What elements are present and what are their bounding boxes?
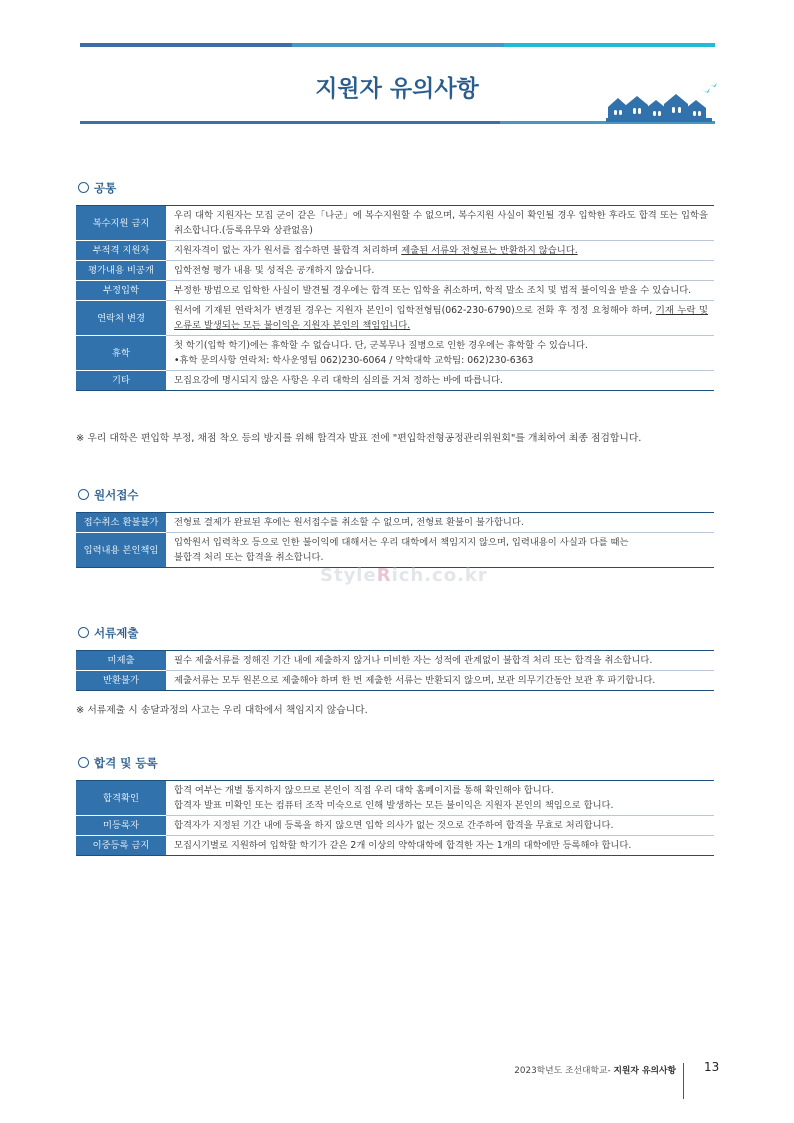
row-text	[166, 281, 714, 301]
row-label: 부적격 지원자	[76, 241, 166, 261]
row-text	[166, 206, 714, 241]
row-text	[166, 651, 714, 671]
footer-text: 2023학년도 조선대학교- 지원자 유의사항	[514, 1066, 676, 1076]
page-number: 13	[704, 1060, 720, 1074]
table-row	[76, 533, 714, 568]
row-text-part: 입학전형 평가 내용 및 성적은 공개하지 않습니다.	[174, 265, 375, 276]
documents-note: ※ 서류제출 시 송달과정의 사고는 우리 대학에서 책임지지 않습니다.	[76, 705, 368, 716]
row-label: 미등록자	[76, 816, 166, 836]
row-label: 미제출	[76, 651, 166, 671]
row-text	[166, 781, 714, 816]
table-row	[76, 781, 714, 816]
row-text-line: 불합격 처리 또는 합격을 취소합니다.	[174, 552, 324, 563]
table-row	[76, 301, 714, 336]
page-title: 지원자 유의사항	[315, 76, 479, 102]
section-heading-common: 공통	[78, 180, 116, 196]
row-text	[166, 533, 714, 568]
row-label: 이중등록 금지	[76, 836, 166, 856]
row-text	[166, 513, 714, 533]
row-text-part: 기재 누락 및 오류로 발생되는 모든 불이익은 지원자 본인의 책임입니다.	[174, 305, 708, 331]
table-row	[76, 206, 714, 241]
application-table	[76, 512, 714, 568]
section-heading-application: 원서접수	[78, 487, 138, 503]
row-text-line: 합격 여부는 개별 통지하지 않으므로 본인이 직접 우리 대학 홈페이지를 통해 확인해야 합니다.	[174, 785, 554, 796]
row-text-part: 모집시기별로 지원하여 입학할 학기가 같은 2개 이상의 약학대학에 합격한 자는 1개의 대학에만 등록해야 합니다.	[174, 840, 632, 851]
row-label: 휴학	[76, 336, 166, 371]
documents-table	[76, 650, 714, 691]
row-text-part: 부정한 방법으로 입학한 사실이 발견될 경우에는 합격 또는 입학을 취소하며, 학적 말소 조치 및 법적 불이익을 받을 수 있습니다.	[174, 285, 692, 296]
row-text-part: 제출된 서류와 전형료는 반환하지 않습니다.	[401, 245, 578, 256]
footer-title: 지원자 유의사항	[613, 1066, 676, 1076]
table-row	[76, 281, 714, 301]
row-label: 기타	[76, 371, 166, 391]
watermark: StyleRich.co.kr	[320, 565, 488, 586]
row-text	[166, 241, 714, 261]
row-text-part: 모집요강에 명시되지 않은 사항은 우리 대학의 심의를 거쳐 정하는 바에 따릅니다.	[174, 375, 503, 386]
table-row	[76, 671, 714, 691]
admission-table	[76, 780, 714, 856]
circle-bullet-icon	[78, 757, 89, 768]
section-heading-admission: 합격 및 등록	[78, 755, 158, 771]
houses-birds-illustration	[606, 82, 718, 122]
row-text	[166, 371, 714, 391]
row-label: 연락처 변경	[76, 301, 166, 336]
common-table	[76, 205, 714, 391]
row-text-part: 제출서류는 모두 원본으로 제출해야 하며 한 번 제출한 서류는 반환되지 않으며, 보관 의무기간동안 보관 후 파기합니다.	[174, 675, 656, 686]
row-text-line: 합격자 발표 미확인 또는 컴퓨터 조작 미숙으로 인해 발생하는 모든 불이익은 지원자 본인의 책임으로 합니다.	[174, 800, 614, 811]
row-text-part: 우리 대학 지원자는 모집 군이 같은「나군」에 복수지원할 수 없으며, 복수지원 사실이 확인될 경우 입학한 후라도 합격 또는 입학을 취소합니다.(등록유무와 상관없음)	[174, 210, 708, 236]
row-label: 접수취소 환불불가	[76, 513, 166, 533]
row-text-line: 입학원서 입력착오 등으로 인한 불이익에 대해서는 우리 대학에서 책임지지 않으며, 입력내용이 사실과 다를 때는	[174, 537, 629, 548]
section-heading-documents: 서류제출	[78, 625, 138, 641]
row-text-line: 첫 학기(입학 학기)에는 휴학할 수 없습니다. 단, 군복무나 질병으로 인한 경우에는 휴학할 수 있습니다.	[174, 340, 588, 351]
table-row	[76, 336, 714, 371]
row-text-part: 필수 제출서류를 정해진 기간 내에 제출하지 않거나 미비한 자는 성적에 관계없이 불합격 처리 또는 합격을 취소합니다.	[174, 655, 653, 666]
table-row	[76, 513, 714, 533]
table-row	[76, 651, 714, 671]
row-text	[166, 261, 714, 281]
row-text-part: 원서에 기재된 연락처가 변경된 경우는 지원자 본인이 입학전형팀(062-230-6790)으로 전화 후 정정 요청해야 하며,	[174, 305, 656, 316]
row-label: 입력내용 본인책임	[76, 533, 166, 568]
row-label: 합격확인	[76, 781, 166, 816]
row-text	[166, 336, 714, 371]
row-text-part: 전형료 결제가 완료된 후에는 원서접수를 취소할 수 없으며, 전형료 환불이 불가합니다.	[174, 517, 524, 528]
row-text-part: 합격자가 지정된 기간 내에 등록을 하지 않으면 입학 의사가 없는 것으로 간주하여 합격을 무효로 처리합니다.	[174, 820, 614, 831]
table-row	[76, 261, 714, 281]
circle-bullet-icon	[78, 489, 89, 500]
row-text	[166, 816, 714, 836]
circle-bullet-icon	[78, 182, 89, 193]
row-label: 부정입학	[76, 281, 166, 301]
table-row	[76, 241, 714, 261]
table-row	[76, 371, 714, 391]
top-color-bar	[80, 43, 715, 47]
table-row	[76, 816, 714, 836]
footer-divider	[683, 1063, 684, 1099]
row-label: 반환불가	[76, 671, 166, 691]
circle-bullet-icon	[78, 627, 89, 638]
row-text-part: 지원자격이 없는 자가 원서를 접수하면 불합격 처리하며	[174, 245, 402, 256]
common-note: ※ 우리 대학은 편입학 부정, 채점 착오 등의 방지를 위해 합격자 발표 전에 "편입학전형공정관리위원회"를 개최하여 최종 점검합니다.	[76, 433, 642, 444]
row-text	[166, 301, 714, 336]
row-label: 평가내용 비공개	[76, 261, 166, 281]
row-text	[166, 671, 714, 691]
row-label: 복수지원 금지	[76, 206, 166, 241]
table-row	[76, 836, 714, 856]
row-text-line: •휴학 문의사항 연락처: 학사운영팀 062)230-6064 / 약학대학 교학팀: 062)230-6363	[174, 355, 534, 366]
row-text	[166, 836, 714, 856]
